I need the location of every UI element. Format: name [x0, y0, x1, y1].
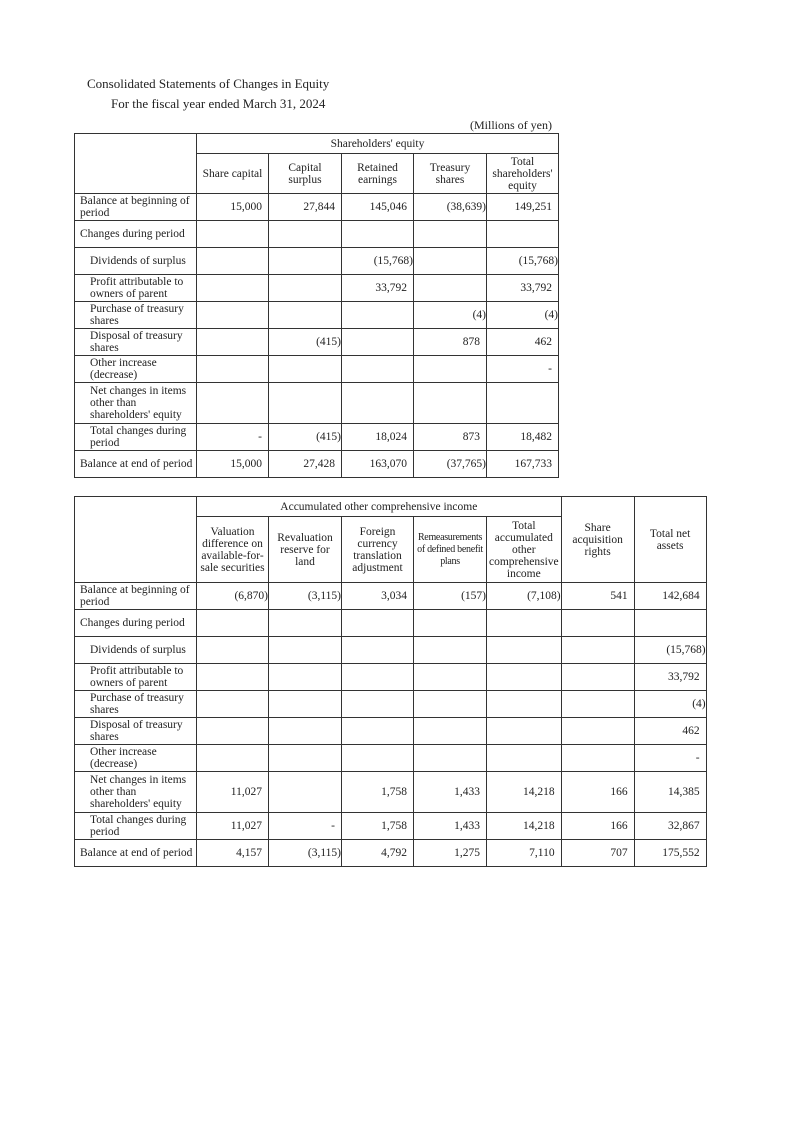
group-header: Shareholders' equity — [197, 134, 559, 154]
row-label: Dividends of surplus — [75, 248, 197, 275]
value-cell: 142,684 — [634, 583, 706, 610]
table-row — [75, 745, 707, 772]
value-cell: 175,552 — [634, 840, 706, 867]
shareholders-equity-table — [74, 133, 559, 478]
value-cell: 14,218 — [487, 772, 562, 813]
value-cell — [197, 275, 269, 302]
value-cell: 873 — [414, 424, 487, 451]
table-row — [75, 813, 707, 840]
value-cell: 1,275 — [414, 840, 487, 867]
value-cell — [269, 664, 342, 691]
value-cell — [269, 718, 342, 745]
value-cell — [414, 718, 487, 745]
value-cell — [342, 302, 414, 329]
value-cell — [487, 637, 562, 664]
row-label-header — [75, 497, 197, 583]
value-cell: (4) — [634, 691, 706, 718]
row-label: Balance at beginning of period — [75, 583, 197, 610]
value-cell — [197, 221, 269, 248]
column-header: Share acquisition rights — [561, 497, 634, 583]
row-label: Changes during period — [75, 221, 197, 248]
row-label: Other increase (decrease) — [75, 356, 197, 383]
row-label: Net changes in items other than shareholders' equity — [75, 383, 197, 424]
value-cell: - — [197, 424, 269, 451]
value-cell: 14,385 — [634, 772, 706, 813]
document-title: Consolidated Statements of Changes in Equity — [87, 76, 330, 91]
value-cell: 27,844 — [269, 194, 342, 221]
value-cell — [561, 718, 634, 745]
value-cell: (6,870) — [197, 583, 269, 610]
value-cell — [414, 745, 487, 772]
value-cell: 32,867 — [634, 813, 706, 840]
value-cell — [487, 383, 559, 424]
value-cell — [269, 745, 342, 772]
value-cell: (4) — [487, 302, 559, 329]
row-label: Disposal of treasury shares — [75, 329, 197, 356]
row-label: Balance at end of period — [75, 451, 197, 478]
row-label: Profit attributable to owners of parent — [75, 664, 197, 691]
value-cell — [197, 356, 269, 383]
value-cell — [197, 302, 269, 329]
value-cell — [561, 691, 634, 718]
value-cell — [561, 610, 634, 637]
value-cell: 33,792 — [634, 664, 706, 691]
value-cell — [342, 691, 414, 718]
table-row — [75, 221, 559, 248]
value-cell — [634, 610, 706, 637]
column-header: Total accumulated other comprehensive income — [487, 517, 562, 583]
value-cell — [197, 248, 269, 275]
value-cell — [342, 221, 414, 248]
value-cell — [197, 745, 269, 772]
table-row — [75, 356, 559, 383]
table-row — [75, 583, 707, 610]
value-cell — [269, 248, 342, 275]
value-cell — [269, 356, 342, 383]
value-cell: 541 — [561, 583, 634, 610]
value-cell — [269, 610, 342, 637]
value-cell — [414, 637, 487, 664]
value-cell — [342, 718, 414, 745]
column-header: Total shareholders' equity — [487, 154, 559, 194]
row-label: Dividends of surplus — [75, 637, 197, 664]
value-cell — [269, 772, 342, 813]
value-cell: 878 — [414, 329, 487, 356]
column-header: Share capital — [197, 154, 269, 194]
value-cell — [561, 637, 634, 664]
value-cell — [269, 691, 342, 718]
column-header: Valuation difference on available-for-sale securities — [197, 517, 269, 583]
value-cell — [197, 691, 269, 718]
row-label: Balance at end of period — [75, 840, 197, 867]
value-cell — [487, 664, 562, 691]
table-row — [75, 610, 707, 637]
column-header: Retained earnings — [342, 154, 414, 194]
table-row — [75, 451, 559, 478]
value-cell — [487, 610, 562, 637]
value-cell — [414, 275, 487, 302]
table-row — [75, 840, 707, 867]
column-header: Treasury shares — [414, 154, 487, 194]
row-label: Profit attributable to owners of parent — [75, 275, 197, 302]
table-row — [75, 691, 707, 718]
value-cell: 462 — [634, 718, 706, 745]
value-cell — [269, 221, 342, 248]
table-row — [75, 718, 707, 745]
value-cell — [487, 221, 559, 248]
document-subtitle: For the fiscal year ended March 31, 2024 — [111, 96, 326, 111]
value-cell: (15,768) — [342, 248, 414, 275]
value-cell — [414, 383, 487, 424]
value-cell: 18,482 — [487, 424, 559, 451]
value-cell — [269, 302, 342, 329]
table-row — [75, 194, 559, 221]
value-cell: 1,758 — [342, 772, 414, 813]
value-cell: 33,792 — [342, 275, 414, 302]
value-cell — [342, 664, 414, 691]
value-cell: (3,115) — [269, 840, 342, 867]
value-cell — [269, 637, 342, 664]
column-header: Revaluation reserve for land — [269, 517, 342, 583]
value-cell: 3,034 — [342, 583, 414, 610]
table-row — [75, 248, 559, 275]
value-cell: 1,433 — [414, 813, 487, 840]
value-cell — [414, 356, 487, 383]
column-header: Capital surplus — [269, 154, 342, 194]
value-cell — [342, 745, 414, 772]
row-label: Total changes during period — [75, 424, 197, 451]
value-cell: 1,758 — [342, 813, 414, 840]
value-cell — [342, 383, 414, 424]
value-cell: 163,070 — [342, 451, 414, 478]
value-cell — [197, 329, 269, 356]
row-label: Balance at beginning of period — [75, 194, 197, 221]
value-cell: 15,000 — [197, 451, 269, 478]
row-label-header — [75, 134, 197, 194]
value-cell — [197, 718, 269, 745]
value-cell: (37,765) — [414, 451, 487, 478]
value-cell: 462 — [487, 329, 559, 356]
value-cell: (3,115) — [269, 583, 342, 610]
value-cell: (415) — [269, 424, 342, 451]
group-header: Accumulated other comprehensive income — [197, 497, 562, 517]
value-cell — [487, 691, 562, 718]
value-cell: 14,218 — [487, 813, 562, 840]
value-cell: 15,000 — [197, 194, 269, 221]
table-row — [75, 664, 707, 691]
value-cell: 18,024 — [342, 424, 414, 451]
value-cell — [197, 664, 269, 691]
value-cell — [342, 637, 414, 664]
value-cell: (15,768) — [487, 248, 559, 275]
value-cell — [197, 610, 269, 637]
row-label: Net changes in items other than shareholders' equity — [75, 772, 197, 813]
value-cell: (15,768) — [634, 637, 706, 664]
value-cell: 145,046 — [342, 194, 414, 221]
value-cell: - — [487, 356, 559, 383]
value-cell — [414, 664, 487, 691]
value-cell: 166 — [561, 772, 634, 813]
value-cell — [414, 610, 487, 637]
value-cell: 27,428 — [269, 451, 342, 478]
value-cell — [342, 329, 414, 356]
table-row — [75, 637, 707, 664]
unit-label: (Millions of yen) — [470, 118, 552, 132]
value-cell — [561, 664, 634, 691]
table-row — [75, 275, 559, 302]
value-cell: (415) — [269, 329, 342, 356]
value-cell: 1,433 — [414, 772, 487, 813]
column-header: Total net assets — [634, 497, 706, 583]
row-label: Changes during period — [75, 610, 197, 637]
value-cell: 167,733 — [487, 451, 559, 478]
value-cell — [197, 383, 269, 424]
value-cell — [487, 718, 562, 745]
value-cell — [342, 356, 414, 383]
value-cell: (7,108) — [487, 583, 562, 610]
value-cell — [342, 610, 414, 637]
table-row — [75, 772, 707, 813]
value-cell: 7,110 — [487, 840, 562, 867]
value-cell — [414, 691, 487, 718]
row-label: Purchase of treasury shares — [75, 691, 197, 718]
column-header: Remeasurements of defined benefit plans — [414, 517, 487, 583]
value-cell — [487, 745, 562, 772]
value-cell — [414, 221, 487, 248]
value-cell: (38,639) — [414, 194, 487, 221]
value-cell: (4) — [414, 302, 487, 329]
value-cell — [269, 275, 342, 302]
value-cell: 4,792 — [342, 840, 414, 867]
value-cell: 149,251 — [487, 194, 559, 221]
value-cell — [269, 383, 342, 424]
value-cell — [197, 637, 269, 664]
table-row — [75, 302, 559, 329]
value-cell: 166 — [561, 813, 634, 840]
value-cell — [414, 248, 487, 275]
value-cell: (157) — [414, 583, 487, 610]
value-cell: 11,027 — [197, 813, 269, 840]
value-cell — [561, 745, 634, 772]
table-row — [75, 383, 559, 424]
value-cell: 4,157 — [197, 840, 269, 867]
value-cell: - — [269, 813, 342, 840]
table-row — [75, 329, 559, 356]
row-label: Other increase (decrease) — [75, 745, 197, 772]
value-cell: 33,792 — [487, 275, 559, 302]
value-cell: 11,027 — [197, 772, 269, 813]
value-cell: 707 — [561, 840, 634, 867]
table-row — [75, 424, 559, 451]
row-label: Disposal of treasury shares — [75, 718, 197, 745]
value-cell: - — [634, 745, 706, 772]
column-header: Foreign currency translation adjustment — [342, 517, 414, 583]
row-label: Total changes during period — [75, 813, 197, 840]
row-label: Purchase of treasury shares — [75, 302, 197, 329]
other-comprehensive-income-table — [74, 496, 707, 867]
